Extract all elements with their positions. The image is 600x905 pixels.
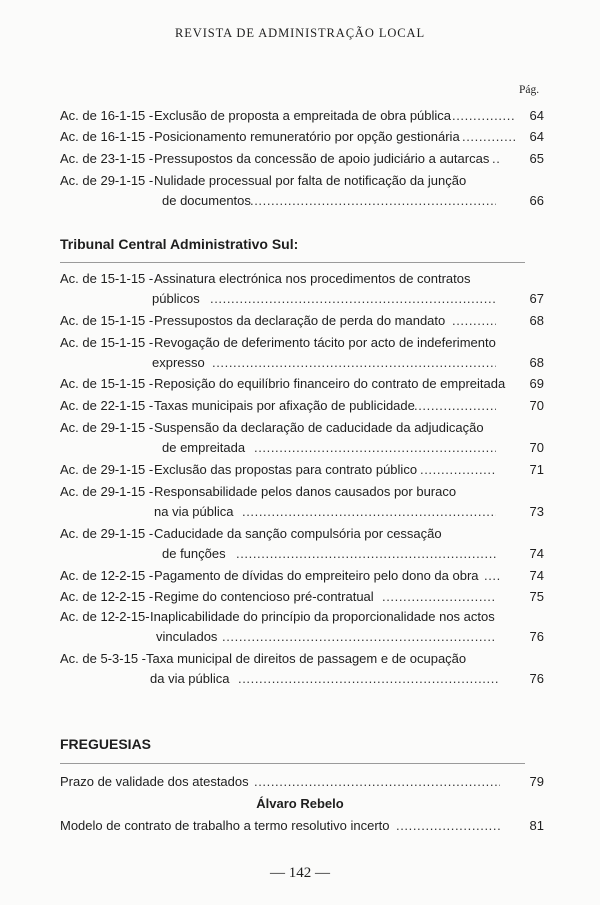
leader-dots [462, 127, 516, 147]
toc-entry-continuation [60, 353, 544, 373]
toc-entry-continuation [60, 502, 544, 522]
entry-title-cont: de documentos [162, 193, 251, 208]
leader-dots [242, 502, 496, 522]
toc-entry [60, 171, 544, 191]
entry-page: 68 [529, 355, 544, 370]
entry-title-cont: na via pública [154, 504, 234, 519]
entry-title-cont: de funções [162, 546, 226, 561]
leader-dots [492, 149, 500, 169]
entry-title: Responsabilidade pelos danos causados por buraco [154, 484, 457, 499]
entry-page: 74 [529, 546, 544, 561]
entry-page: 70 [529, 398, 544, 413]
section-rule [60, 262, 525, 263]
author-name: Álvaro Rebelo [256, 796, 344, 811]
entry-title-cont: de empreitada [162, 440, 246, 455]
toc-entry-continuation [60, 191, 544, 211]
toc-entry-continuation [60, 289, 544, 309]
entry-page: 64 [529, 129, 544, 144]
entry-title: Regime do contencioso pré-contratual [154, 589, 374, 604]
entry-ref: Ac. de 15-1-15 - [60, 335, 154, 350]
toc-entry [60, 374, 544, 394]
leader-dots [236, 544, 496, 564]
toc-entry [60, 396, 544, 416]
entry-title: Modelo de contrato de trabalho a termo resolutivo incerto [60, 818, 390, 833]
entry-ref: Ac. de 15-1-15 - [60, 313, 154, 328]
entry-page: 76 [529, 629, 544, 644]
section-rule [60, 763, 525, 764]
toc-entry [60, 649, 544, 669]
entry-title: Exclusão de proposta a empreitada de obra pública [154, 108, 452, 123]
toc-entry [60, 106, 544, 126]
entry-ref: Ac. de 15-1-15 - [60, 271, 154, 286]
entry-title-cont: expresso [152, 355, 205, 370]
entry-title: Taxa municipal de direitos de passagem e de ocupação [146, 651, 467, 666]
page-number: — 142 — [270, 865, 330, 881]
entry-ref: Ac. de 22-1-15 - [60, 398, 154, 413]
entry-ref: Ac. de 5-3-15 - [60, 651, 146, 666]
entry-title: Inaplicabilidade do princípio da proporcionalidade nos actos [150, 609, 495, 624]
entry-ref: Ac. de 12-2-15 - [60, 589, 154, 604]
leader-dots [452, 311, 496, 331]
entry-ref: Ac. de 16-1-15 - [60, 108, 154, 123]
toc-entry [60, 149, 544, 169]
leader-dots [382, 587, 496, 607]
entry-title: Assinatura electrónica nos procedimentos de contratos [154, 271, 471, 286]
leader-dots [250, 191, 496, 211]
entry-page: 68 [529, 313, 544, 328]
entry-ref: Ac. de 29-1-15 - [60, 462, 154, 477]
entry-page: 75 [529, 589, 544, 604]
running-header: REVISTA DE ADMINISTRAÇÃO LOCAL [175, 26, 425, 40]
entry-page: 67 [529, 291, 544, 306]
entry-title: Nulidade processual por falta de notificação da junção [154, 173, 467, 188]
entry-title: Suspensão da declaração de caducidade da adjudicação [154, 420, 484, 435]
entry-page: 66 [529, 193, 544, 208]
entry-page: 69 [529, 376, 544, 391]
entry-page: 74 [529, 568, 544, 583]
leader-dots [484, 566, 500, 586]
entry-ref: Ac. de 12-2-15- [60, 609, 150, 624]
toc-entry [60, 482, 544, 502]
entry-page: 81 [529, 818, 544, 833]
toc-entry [60, 311, 544, 331]
toc-entry [60, 460, 544, 480]
entry-title-cont: públicos [152, 291, 200, 306]
entry-title: Prazo de validade dos atestados [60, 774, 249, 789]
leader-dots [254, 438, 496, 458]
leader-dots [396, 816, 500, 836]
entry-ref: Ac. de 16-1-15 - [60, 129, 154, 144]
entry-page: 71 [529, 462, 544, 477]
entry-title: Exclusão das propostas para contrato público [154, 462, 418, 477]
toc-entry-continuation [60, 544, 544, 564]
leader-dots [210, 289, 496, 309]
entry-ref: Ac. de 29-1-15 - [60, 173, 154, 188]
entry-title: Taxas municipais por afixação de publicidade [154, 398, 415, 413]
entry-page: 76 [529, 671, 544, 686]
page-column-label: Pág. [519, 84, 540, 96]
leader-dots [420, 460, 496, 480]
entry-title: Reposição do equilíbrio financeiro do contrato de empreitada [154, 376, 506, 391]
entry-title-cont: vinculados [156, 629, 218, 644]
entry-page: 64 [529, 108, 544, 123]
entry-page: 65 [529, 151, 544, 166]
toc-entry [60, 269, 544, 289]
toc-entry-continuation [60, 627, 544, 647]
entry-ref: Ac. de 23-1-15 - [60, 151, 154, 166]
entry-title: Caducidade da sanção compulsória por cessação [154, 526, 442, 541]
leader-dots [414, 396, 496, 416]
entry-title: Pagamento de dívidas do empreiteiro pelo dono da obra [154, 568, 479, 583]
toc-entry-continuation [60, 438, 544, 458]
entry-title: Pressupostos da declaração de perda do mandato [154, 313, 446, 328]
toc-entry [60, 566, 544, 586]
toc-entry [60, 772, 544, 792]
leader-dots [254, 772, 500, 792]
entry-page: 79 [529, 774, 544, 789]
entry-title: Pressupostos da concessão de apoio judiciário a autarcas [154, 151, 490, 166]
toc-entry [60, 816, 544, 836]
toc-entry-continuation [60, 669, 544, 689]
entry-ref: Ac. de 29-1-15 - [60, 484, 154, 499]
leader-dots [238, 669, 500, 689]
entry-title: Posicionamento remuneratório por opção gestionária [154, 129, 460, 144]
section-heading: Tribunal Central Administrativo Sul: [60, 236, 299, 252]
entry-ref: Ac. de 12-2-15 - [60, 568, 154, 583]
toc-entry [60, 333, 544, 353]
toc-entry [60, 607, 544, 627]
toc-entry [60, 127, 544, 147]
toc-entry [60, 418, 544, 438]
entry-title: Revogação de deferimento tácito por acto de indeferimento [154, 335, 496, 350]
entry-ref: Ac. de 15-1-15 - [60, 376, 154, 391]
leader-dots [212, 353, 496, 373]
toc-entry [60, 524, 544, 544]
entry-page: 73 [529, 504, 544, 519]
leader-dots [222, 627, 496, 647]
toc-entry [60, 587, 544, 607]
entry-ref: Ac. de 29-1-15 - [60, 420, 154, 435]
entry-page: 70 [529, 440, 544, 455]
entry-title-cont: da via pública [150, 671, 230, 686]
entry-ref: Ac. de 29-1-15 - [60, 526, 154, 541]
section-heading: FREGUESIAS [60, 736, 152, 752]
leader-dots [452, 106, 516, 126]
